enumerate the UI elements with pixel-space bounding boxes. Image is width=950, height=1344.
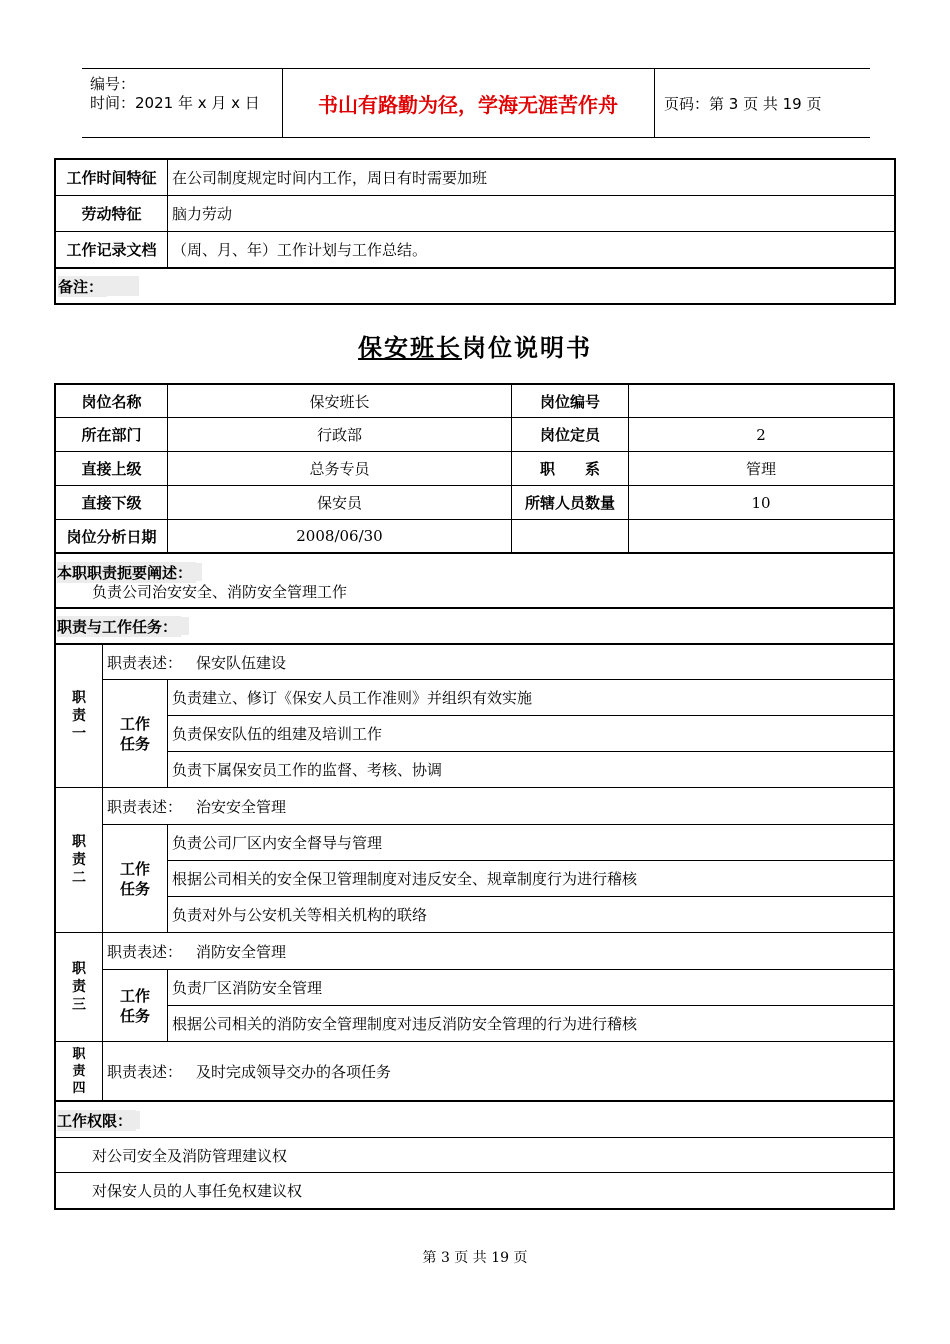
authority-item-1: 对公司安全及消防管理建议权 [92,1146,288,1165]
duty-1-task-3: 负责下属保安员工作的监督、考核、协调 [172,761,443,779]
summary-text: 负责公司治安安全、消防安全管理工作 [92,582,348,601]
labor-value: 脑力劳动 [172,205,233,223]
page-footer: 第 3 页 共 19 页 [422,1250,528,1266]
title-position: 保安班长 [358,334,462,362]
page-title [0,328,950,363]
supervisor-value: 总务专员 [309,460,370,478]
record-doc-value: （周、月、年）工作计划与工作总结。 [172,241,428,259]
staff-count-label: 所辖人员数量 [524,494,615,512]
summary-label: 本职职责扼要阐述： [57,562,202,582]
time-label: 时间：2021 年 x 月 x 日 [90,94,260,112]
labor-label: 劳动特征 [81,205,142,223]
work-time-value: 在公司制度规定时间内工作，周日有时需要加班 [172,169,488,187]
header-meta [90,75,260,113]
duty-1-task-2: 负责保安队伍的组建及培训工作 [172,725,383,743]
duty-1-name: 职 责 一 [72,690,86,742]
header-page-number: 页码：第 3 页 共 19 页 [664,95,822,113]
duty-4-name: 职 责 四 [72,1046,86,1096]
duty-2-name: 职 责 二 [72,834,86,886]
remark-label: 备注： [58,272,139,300]
headcount-label: 岗位定员 [539,426,600,444]
header-motto: 书山有路勤为径，学海无涯苦作舟 [318,93,618,117]
position-name-value: 保安班长 [309,392,370,411]
duty-1-task-1: 负责建立、修订《保安人员工作准则》并组织有效实施 [172,689,533,707]
title-suffix: 岗位说明书 [462,334,592,362]
work-time-label: 工作时间特征 [66,169,157,187]
duty-1-task-label: 工作 任务 [119,714,150,753]
department-value: 行政部 [316,426,362,444]
duty-2-task-2: 根据公司相关的安全保卫管理制度对违反安全、规章制度行为进行稽核 [172,870,638,888]
headcount-value: 2 [756,425,766,444]
staff-count-value: 10 [751,493,771,512]
subordinate-value: 保安员 [316,494,362,512]
department-label: 所在部门 [81,426,142,444]
duty-3-task-2: 根据公司相关的消防安全管理制度对违反消防安全管理的行为进行稽核 [172,1015,638,1033]
position-code-value [629,385,893,417]
duty-3-desc: 职责表述： 消防安全管理 [107,942,287,961]
authority-label: 工作权限： [57,1106,140,1134]
duty-2-task-1: 负责公司厂区内安全督导与管理 [172,834,383,852]
analysis-date-label: 岗位分析日期 [66,527,157,546]
number-label: 编号： [90,75,136,93]
duty-4-desc: 职责表述： 及时完成领导交办的各项任务 [107,1062,392,1081]
position-name-label: 岗位名称 [81,392,142,411]
subordinate-label: 直接下级 [81,494,142,512]
duty-3-task-1: 负责厂区消防安全管理 [172,979,323,997]
duty-2-desc: 职责表述： 治安安全管理 [107,797,287,816]
duty-3-task-label: 工作 任务 [119,986,150,1025]
duty-2-task-label: 工作 任务 [119,859,150,898]
job-family-value: 管理 [745,460,776,478]
duty-2-task-3: 负责对外与公安机关等相关机构的联络 [172,906,428,924]
duties-label: 职责与工作任务： [57,612,189,640]
authority-item-2: 对保安人员的人事任免权建议权 [92,1182,303,1200]
supervisor-label: 直接上级 [81,460,142,478]
duty-3-name: 职 责 三 [72,961,86,1013]
analysis-date-value: 2008/06/30 [296,527,383,545]
job-family-label: 职 系 [539,460,600,478]
duty-1-desc: 职责表述： 保安队伍建设 [107,653,287,672]
record-doc-label: 工作记录文档 [66,241,157,259]
position-code-label: 岗位编号 [539,392,600,411]
page-header [82,68,870,138]
